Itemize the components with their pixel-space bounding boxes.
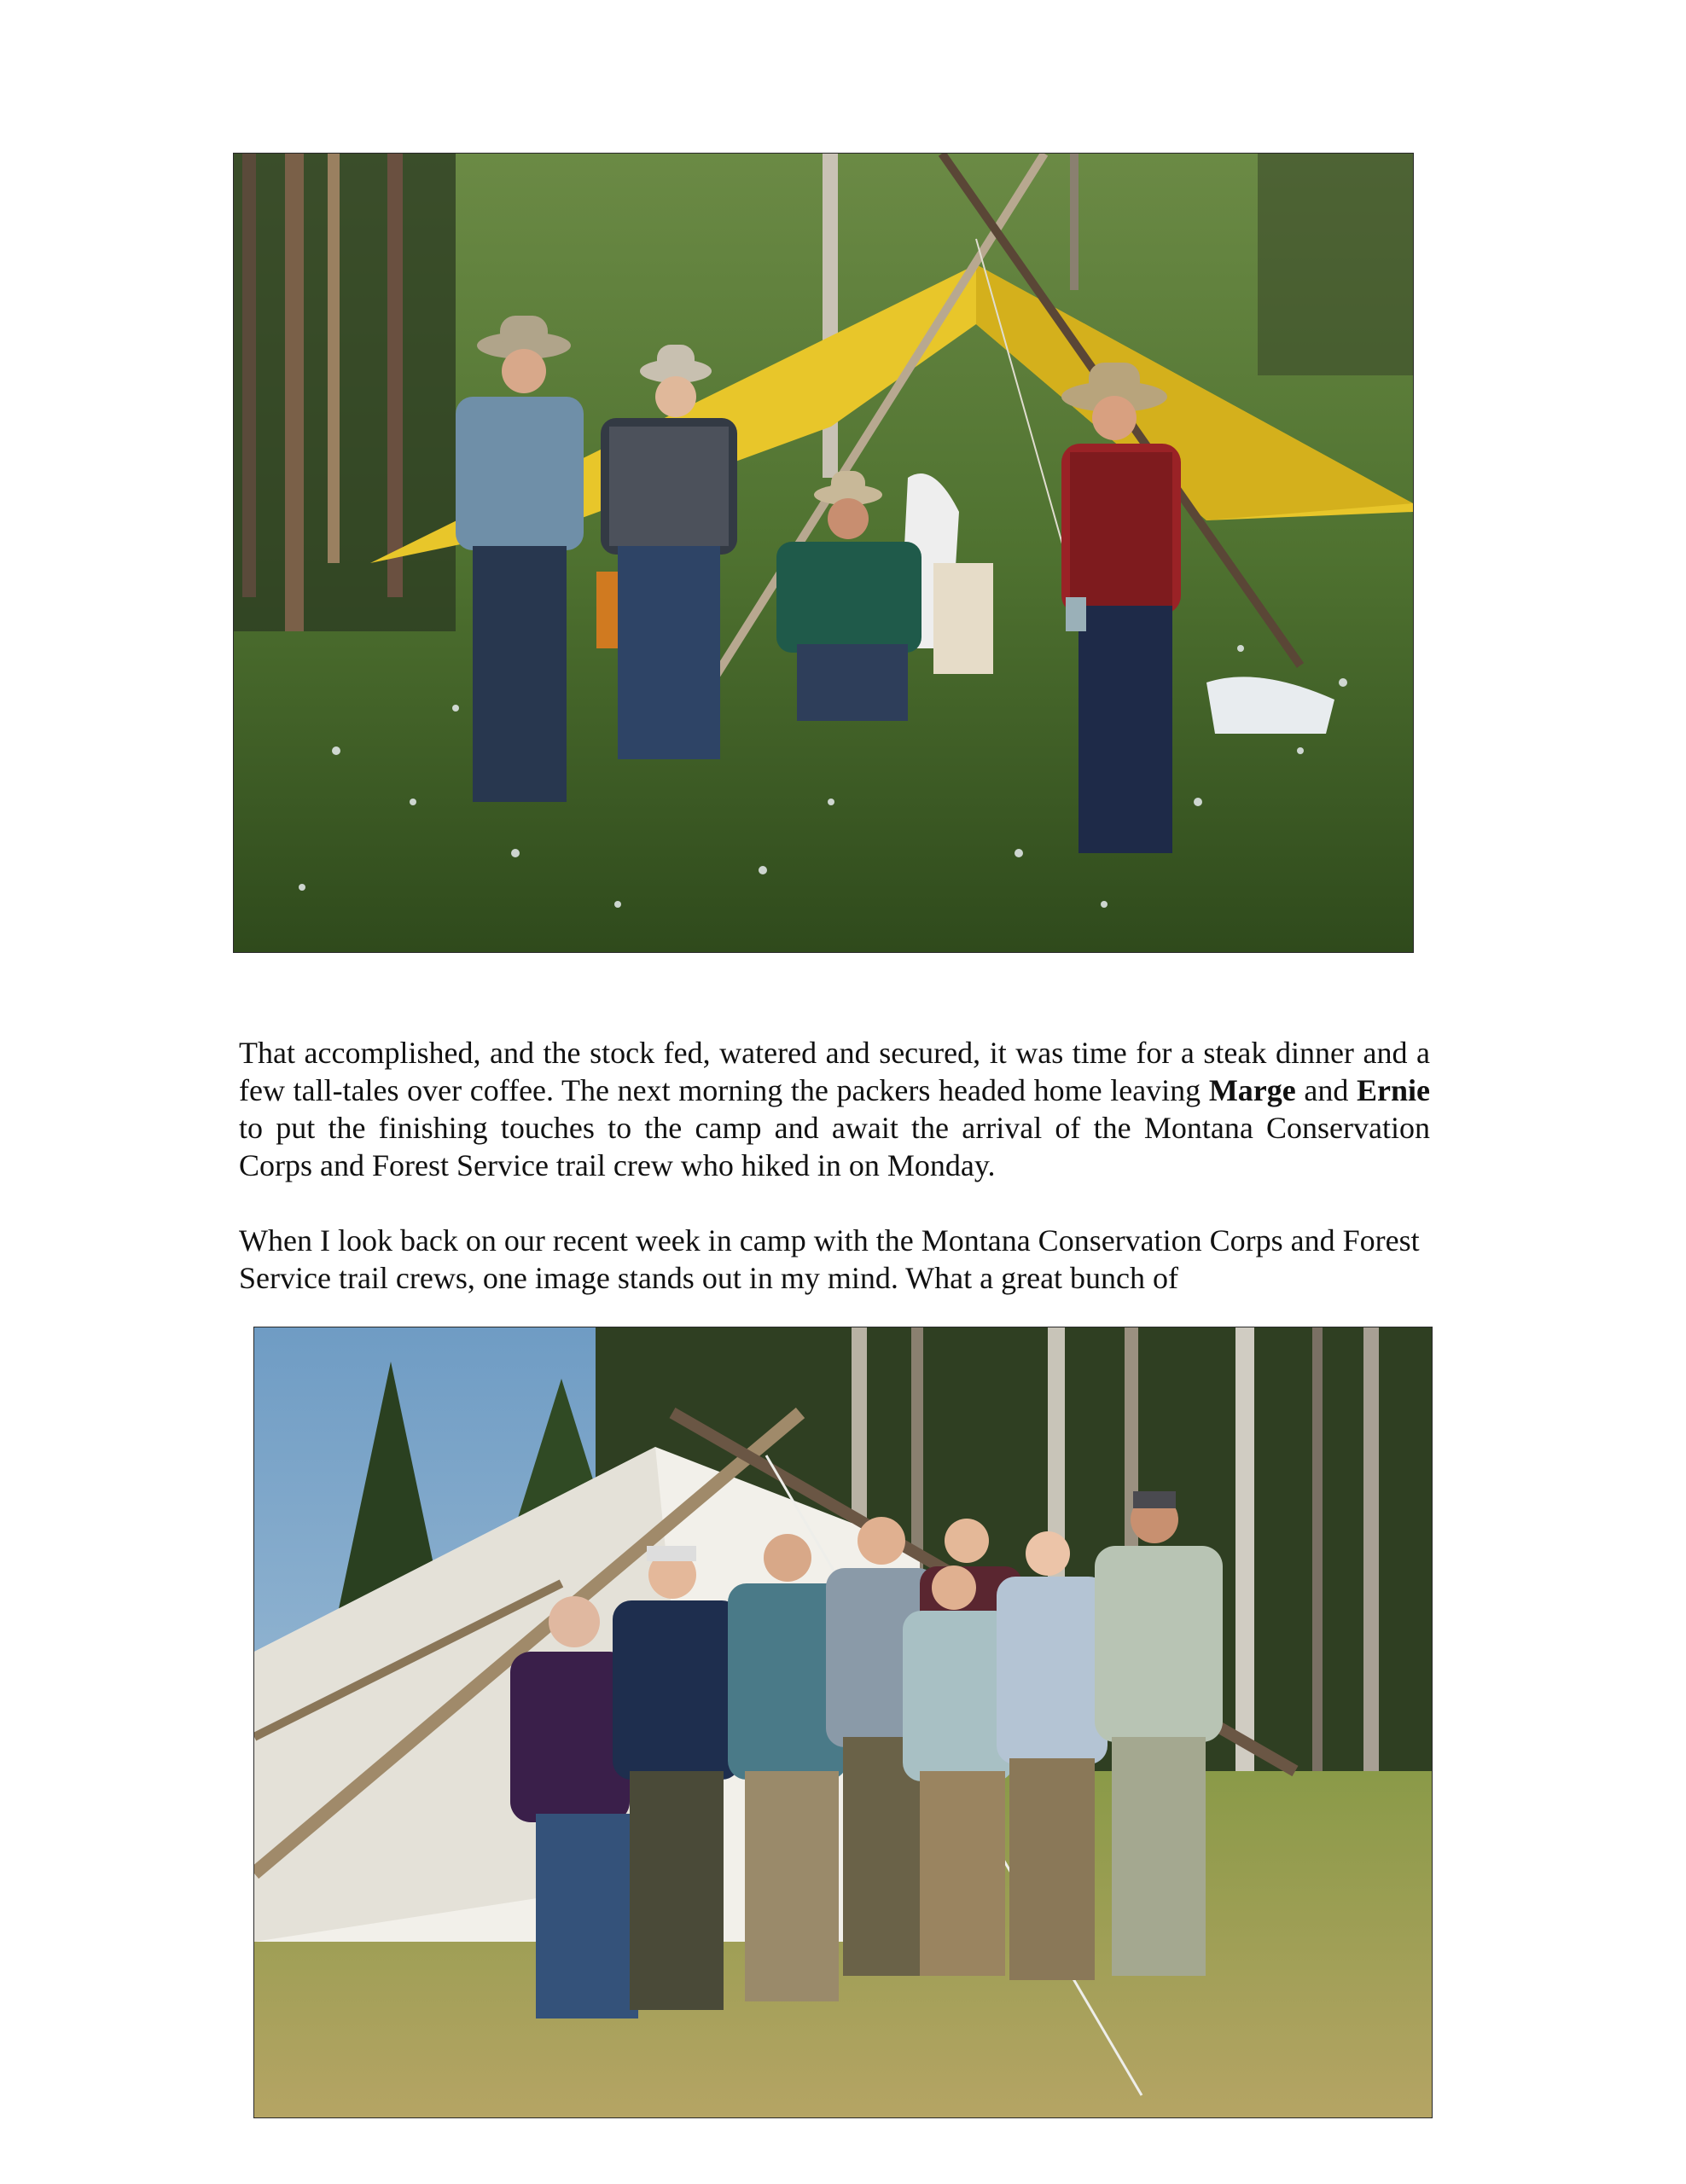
photo-camp-tarp <box>234 154 1413 952</box>
paragraph-text: to put the finishing touches to the camp and await the arrival of the Montana Conservation Corps and Forest Service trail crew who hiked in on Monday. <box>239 1111 1430 1182</box>
name-ernie: Ernie <box>1357 1073 1430 1107</box>
photo-crew-tent-image <box>254 1327 1432 2117</box>
photo-crew-tent <box>254 1327 1432 2117</box>
name-marge: Marge <box>1208 1073 1296 1107</box>
paragraph-text: and <box>1295 1073 1357 1107</box>
photo-camp-tarp-image <box>234 154 1413 952</box>
paragraph-text: That accomplished, and the stock fed, watered and secured, it was time for a steak dinner and a few tall-tales over coffee. The next morning the packers headed home leaving <box>239 1036 1430 1107</box>
paragraph-camp-setup <box>239 1034 1430 1184</box>
paragraph-week-in-camp: When I look back on our recent week in camp with the Montana Conservation Corps and Forest Service trail crews, one image stands out in my mind. What a great bunch of <box>239 1223 1420 1295</box>
